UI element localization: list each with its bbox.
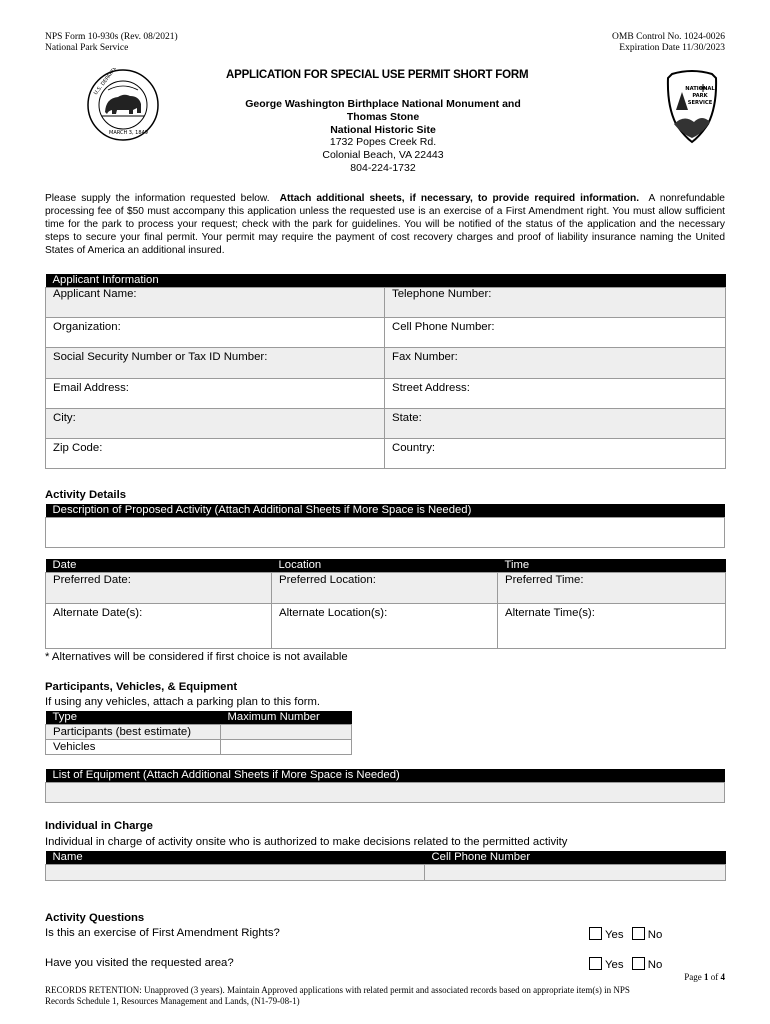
street-address-label: Street Address: — [392, 382, 470, 394]
applicant-table — [45, 274, 726, 469]
records-retention-line1: RECORDS RETENTION: Unapproved (3 years). Maintain Approved applications with related permit and associated records based on appropriate item(s) in NPS — [45, 985, 630, 995]
cell-phone-header — [425, 851, 726, 865]
in-charge-phone-field[interactable] — [425, 865, 726, 881]
type-header-label: Type — [52, 711, 77, 723]
vehicles-count-field[interactable] — [221, 740, 352, 755]
expiration-date: Expiration Date 11/30/2023 — [619, 43, 725, 53]
park-address1: 1732 Popes Creek Rd. — [329, 136, 437, 149]
question-visited-area: Have you visited the requested area? — [45, 957, 234, 969]
applicant-heading-cell — [46, 274, 385, 288]
intro-part1: Please supply the information requested below. — [45, 193, 270, 204]
city-field[interactable] — [46, 409, 385, 439]
alternate-location-label: Alternate Location(s): — [279, 607, 388, 619]
park-name-line2: Thomas Stone — [346, 110, 420, 123]
state-label: State: — [392, 412, 422, 424]
visited-yes-checkbox[interactable] — [589, 957, 602, 970]
preferred-date-field[interactable] — [46, 573, 272, 604]
country-label: Country: — [392, 442, 436, 454]
description-field[interactable] — [46, 518, 725, 548]
name-header — [46, 851, 425, 865]
preferred-date-label: Preferred Date: — [53, 574, 131, 586]
form-number-block — [45, 32, 178, 54]
nps-logo-line1: NATIONAL — [685, 86, 715, 92]
visited-no-checkbox[interactable] — [632, 957, 645, 970]
parking-plan-instruction: If using any vehicles, attach a parking plan to this form. — [45, 696, 321, 708]
max-number-header — [221, 711, 352, 725]
participants-table — [45, 711, 352, 755]
page-number — [684, 972, 725, 983]
alternate-date-label: Alternate Date(s): — [53, 607, 143, 619]
equipment-heading-cell — [46, 769, 725, 783]
time-header — [498, 559, 726, 573]
participants-row — [46, 725, 221, 740]
form-number: NPS Form 10-930s (Rev. 08/2021) — [45, 32, 178, 42]
seal-text-bottom: MARCH 3, 1849 — [109, 130, 148, 136]
fax-field[interactable] — [385, 348, 726, 379]
location-header — [272, 559, 498, 573]
park-phone: 804-224-1732 — [350, 161, 416, 174]
zip-code-label: Zip Code: — [53, 442, 103, 454]
page-current: 1 — [704, 972, 709, 982]
nps-arrowhead-icon — [662, 66, 722, 146]
page-prefix: Page — [684, 972, 702, 982]
equipment-field[interactable] — [46, 783, 725, 803]
intro-part2: A nonrefundable processing fee of $50 must accompany this application unless the requested use is an exercise of a First Amendment right. You must allow sufficient time for the park to process your request; check with the park for guidelines. You will be notified of the status of the application and the necessary steps to secure your final permit. Your permit may require the payment of cost recovery charges and proof of liability insurance naming the United States of America an additional insured. — [45, 193, 725, 256]
date-location-time-table — [45, 559, 726, 649]
in-charge-table — [45, 851, 726, 881]
applicant-name-field[interactable] — [46, 288, 385, 318]
organization-label: Organization: — [53, 321, 121, 333]
participants-section-title: Participants, Vehicles, & Equipment — [45, 681, 238, 693]
park-info — [214, 98, 552, 175]
questions-section-title: Activity Questions — [45, 912, 145, 924]
first-amendment-yes-checkbox[interactable] — [589, 927, 602, 940]
first-amendment-no-checkbox[interactable] — [632, 927, 645, 940]
intro-bold: Attach additional sheets, if necessary, to provide required information. — [279, 193, 640, 204]
fax-label: Fax Number: — [392, 351, 458, 363]
park-address2: Colonial Beach, VA 22443 — [322, 149, 444, 162]
date-header — [46, 559, 272, 573]
alternate-time-field[interactable] — [498, 604, 726, 649]
cell-phone-field[interactable] — [385, 318, 726, 348]
city-label: City: — [53, 412, 76, 424]
first-amendment-no-label: No — [647, 929, 663, 941]
agency-name: National Park Service — [45, 43, 129, 53]
telephone-field[interactable] — [385, 288, 726, 318]
park-name-line3: National Historic Site — [330, 123, 436, 136]
organization-field[interactable] — [46, 318, 385, 348]
in-charge-section-title: Individual in Charge — [45, 820, 153, 832]
country-field[interactable] — [385, 439, 726, 469]
doi-seal-icon — [86, 68, 160, 142]
form-title: APPLICATION FOR SPECIAL USE PERMIT SHORT FORM — [226, 69, 529, 81]
applicant-heading-filler — [385, 274, 726, 288]
email-label: Email Address: — [53, 382, 129, 394]
participants-count-field[interactable] — [221, 725, 352, 740]
omb-control-number: OMB Control No. 1024-0026 — [612, 32, 725, 42]
description-heading-cell — [46, 504, 725, 518]
date-header-label: Date — [52, 559, 77, 571]
intro-paragraph — [45, 193, 725, 258]
nps-logo-line3: SERVICE — [687, 100, 713, 106]
type-header — [46, 711, 221, 725]
page-total: 4 — [720, 972, 725, 982]
records-retention-line2: Records Schedule 1, Resources Management and Lands, (N1-79-08-1) — [45, 996, 300, 1006]
alternate-time-label: Alternate Time(s): — [505, 607, 595, 619]
participants-label: Participants (best estimate) — [53, 726, 192, 738]
location-header-label: Location — [278, 559, 322, 571]
nps-logo-line2: PARK — [692, 93, 708, 99]
telephone-label: Telephone Number: — [392, 288, 492, 300]
omb-block — [612, 32, 725, 54]
ssn-taxid-field[interactable] — [46, 348, 385, 379]
preferred-location-field[interactable] — [272, 573, 498, 604]
max-number-header-label: Maximum Number — [227, 711, 320, 723]
ssn-taxid-label: Social Security Number or Tax ID Number: — [53, 351, 268, 363]
vehicles-row — [46, 740, 221, 755]
page-of: of — [710, 972, 719, 982]
park-name-line1: George Washington Birthplace National Monument and — [245, 98, 521, 110]
first-amendment-options — [589, 927, 662, 941]
description-table — [45, 504, 725, 548]
preferred-location-label: Preferred Location: — [279, 574, 376, 586]
description-heading: Description of Proposed Activity (Attach Additional Sheets if More Space is Needed) — [52, 504, 472, 516]
zip-code-field[interactable] — [46, 439, 385, 469]
preferred-time-label: Preferred Time: — [505, 574, 584, 586]
email-field[interactable] — [46, 379, 385, 409]
visited-area-options — [589, 957, 662, 971]
state-field[interactable] — [385, 409, 726, 439]
equipment-heading: List of Equipment (Attach Additional Sheets if More Space is Needed) — [52, 769, 400, 781]
street-address-field[interactable] — [385, 379, 726, 409]
alternate-location-field[interactable] — [272, 604, 498, 649]
applicant-heading: Applicant Information — [52, 274, 159, 286]
alternate-date-field[interactable] — [46, 604, 272, 649]
applicant-name-label: Applicant Name: — [53, 288, 137, 300]
activity-section-title: Activity Details — [45, 489, 126, 501]
first-amendment-yes-label: Yes — [605, 929, 624, 941]
cell-phone-header-label: Cell Phone Number — [431, 851, 531, 863]
in-charge-name-field[interactable] — [46, 865, 425, 881]
preferred-time-field[interactable] — [498, 573, 726, 604]
time-header-label: Time — [504, 559, 530, 571]
records-retention — [45, 985, 735, 1007]
vehicles-label: Vehicles — [53, 741, 96, 753]
visited-yes-label: Yes — [605, 959, 624, 971]
equipment-table — [45, 769, 725, 803]
visited-no-label: No — [647, 959, 663, 971]
name-header-label: Name — [52, 851, 83, 863]
question-first-amendment: Is this an exercise of First Amendment Rights? — [45, 927, 280, 939]
cell-phone-label: Cell Phone Number: — [392, 321, 495, 333]
in-charge-instruction: Individual in charge of activity onsite who is authorized to make decisions related to the permitted activity — [45, 836, 568, 848]
alternatives-note: * Alternatives will be considered if first choice is not available — [45, 651, 348, 663]
